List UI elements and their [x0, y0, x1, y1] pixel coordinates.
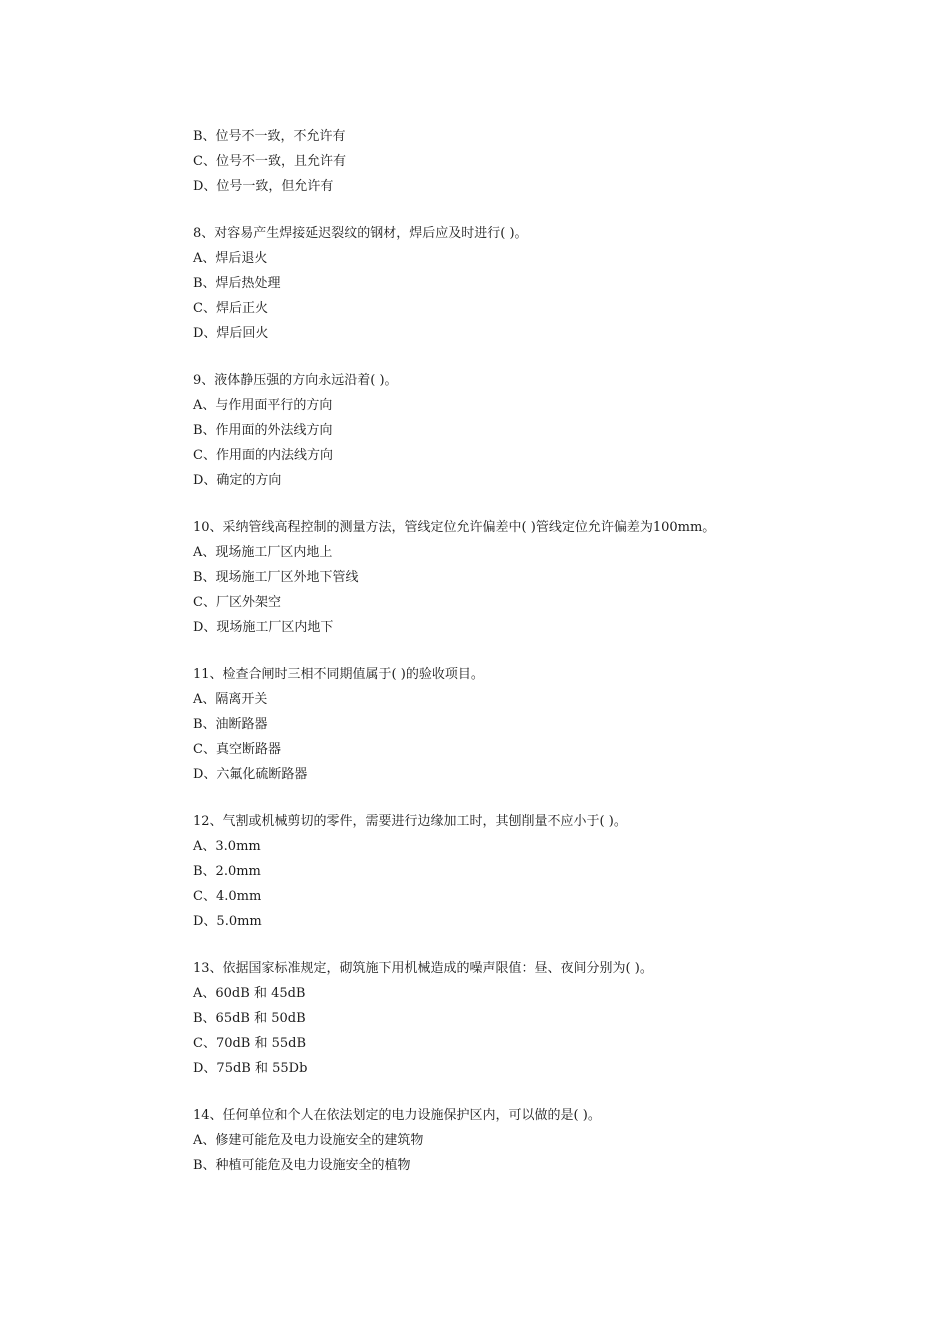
- question-text: 14、任何单位和个人在依法划定的电力设施保护区内，可以做的是( )。: [193, 1108, 601, 1123]
- option-a: A、隔离开关: [193, 692, 268, 707]
- question-text: 11、检查合闸时三相不同期值属于( )的验收项目。: [193, 667, 484, 682]
- question-list: [193, 124, 893, 1178]
- option-c: C、厂区外架空: [193, 595, 281, 610]
- question-block-14: [193, 1103, 893, 1178]
- spacer: [193, 934, 893, 956]
- spacer: [193, 1081, 893, 1103]
- spacer: [193, 787, 893, 809]
- option-c: C、位号不一致，且允许有: [193, 154, 346, 169]
- spacer: [193, 199, 893, 221]
- option-a: A、焊后退火: [193, 251, 268, 266]
- option-b: B、65dB 和 50dB: [193, 1011, 306, 1026]
- option-b: B、2.0mm: [193, 864, 261, 879]
- question-block-11: [193, 662, 893, 787]
- option-b: B、位号不一致，不允许有: [193, 129, 346, 144]
- option-a: A、60dB 和 45dB: [193, 986, 306, 1001]
- option-d: D、现场施工厂区内地下: [193, 620, 334, 635]
- option-c: C、真空断路器: [193, 742, 281, 757]
- question-block-9: [193, 368, 893, 493]
- option-c: C、70dB 和 55dB: [193, 1036, 307, 1051]
- spacer: [193, 493, 893, 515]
- option-c: C、焊后正火: [193, 301, 268, 316]
- question-text: 9、液体静压强的方向永远沿着( )。: [193, 373, 398, 388]
- option-d: D、焊后回火: [193, 326, 269, 341]
- question-text: 12、气割或机械剪切的零件，需要进行边缘加工时，其刨削量不应小于( )。: [193, 814, 627, 829]
- question-block-13: [193, 956, 893, 1081]
- option-a: A、现场施工厂区内地上: [193, 545, 333, 560]
- question-block-7-continued: [193, 124, 893, 199]
- option-b: B、现场施工厂区外地下管线: [193, 570, 359, 585]
- question-text: 10、采纳管线高程控制的测量方法，管线定位允许偏差中( )管线定位允许偏差为100mm。: [193, 520, 716, 535]
- question-block-8: [193, 221, 893, 346]
- option-d: D、75dB 和 55Db: [193, 1061, 308, 1076]
- option-d: D、位号一致，但允许有: [193, 179, 334, 194]
- option-a: A、3.0mm: [193, 839, 261, 854]
- option-d: D、5.0mm: [193, 914, 262, 929]
- spacer: [193, 640, 893, 662]
- option-a: A、与作用面平行的方向: [193, 398, 333, 413]
- question-block-10: [193, 515, 893, 640]
- option-b: B、油断路器: [193, 717, 268, 732]
- option-b: B、种植可能危及电力设施安全的植物: [193, 1158, 411, 1173]
- option-d: D、确定的方向: [193, 473, 282, 488]
- spacer: [193, 346, 893, 368]
- question-block-12: [193, 809, 893, 934]
- question-text: 13、依据国家标准规定，砌筑施下用机械造成的噪声限值：昼、夜间分别为( )。: [193, 961, 653, 976]
- option-a: A、修建可能危及电力设施安全的建筑物: [193, 1133, 424, 1148]
- option-b: B、焊后热处理: [193, 276, 281, 291]
- option-b: B、作用面的外法线方向: [193, 423, 333, 438]
- option-c: C、作用面的内法线方向: [193, 448, 333, 463]
- option-d: D、六氟化硫断路器: [193, 767, 308, 782]
- question-text: 8、对容易产生焊接延迟裂纹的钢材，焊后应及时进行( )。: [193, 226, 528, 241]
- option-c: C、4.0mm: [193, 889, 262, 904]
